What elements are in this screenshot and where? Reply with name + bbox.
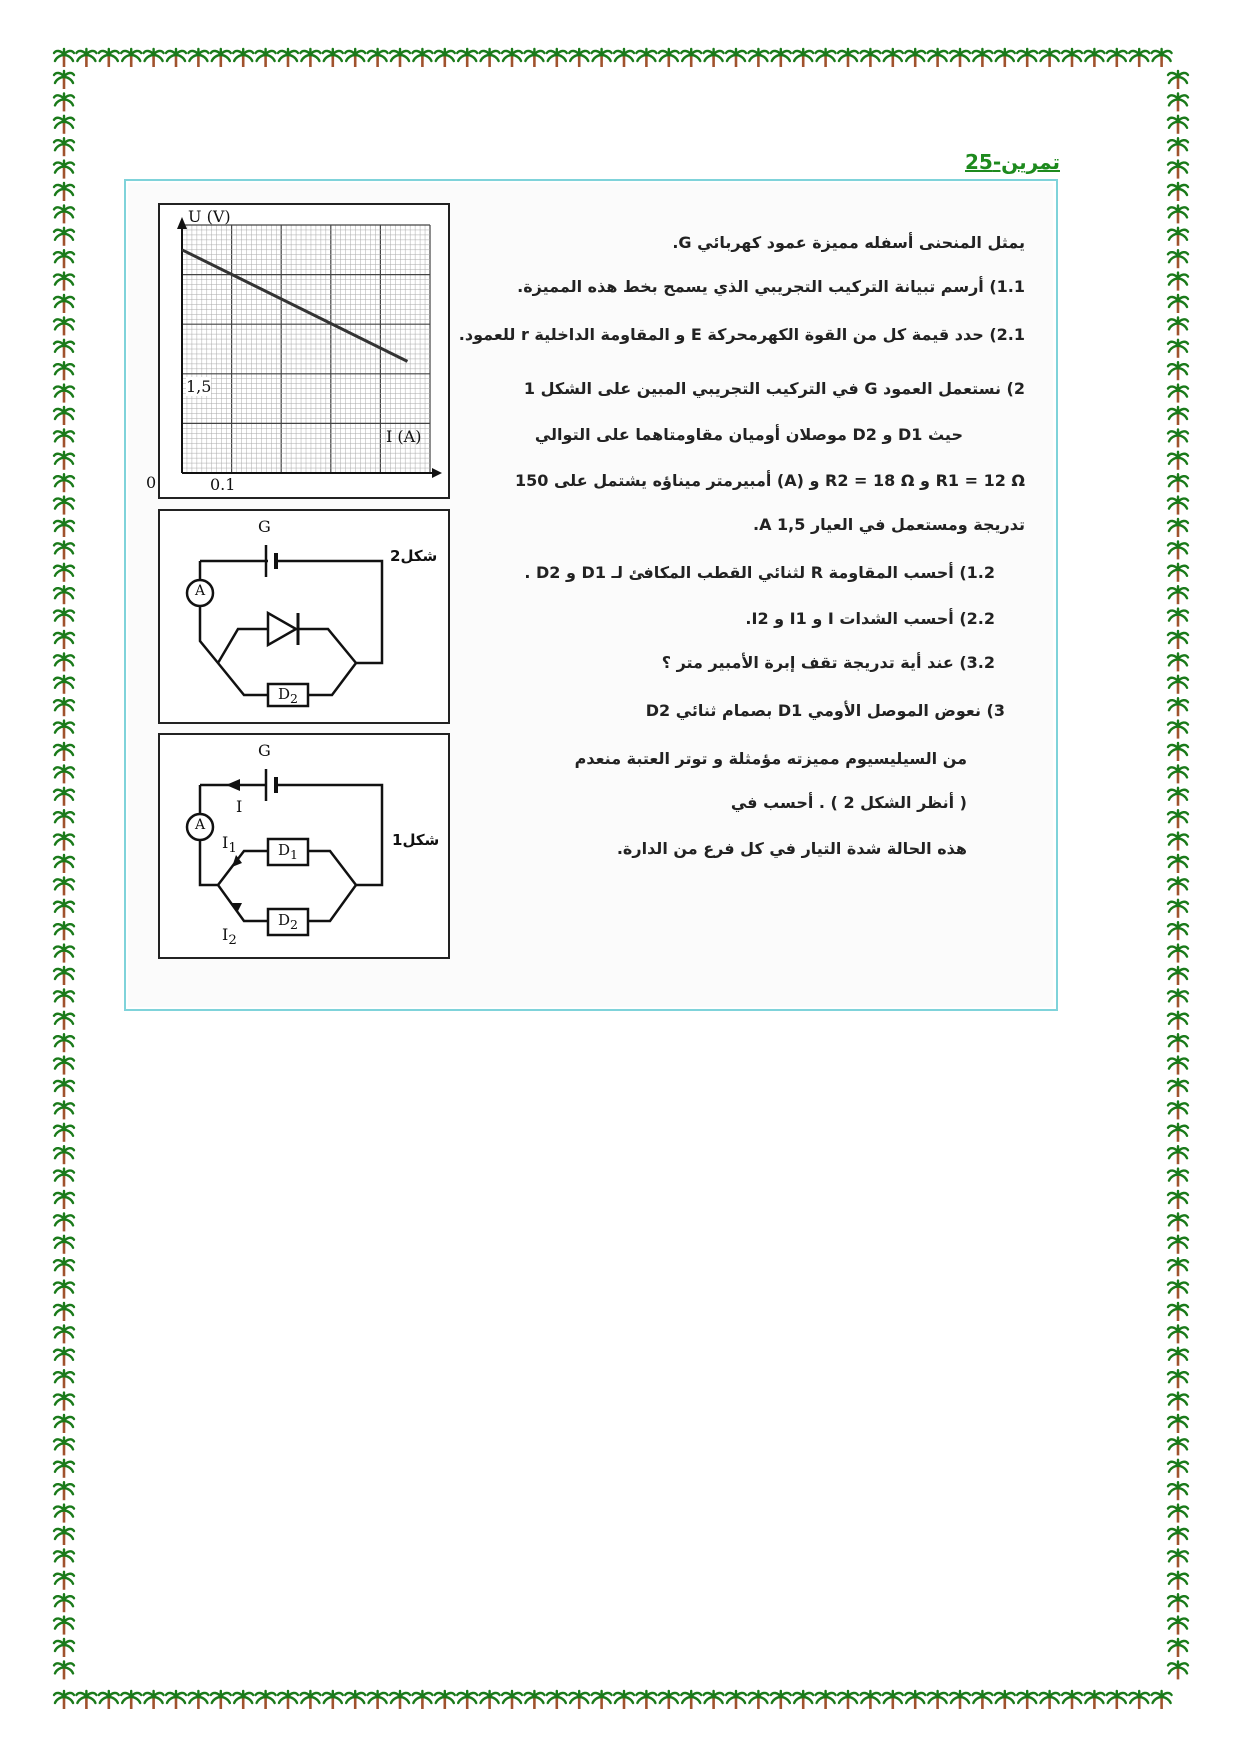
palm-tree-icon	[54, 1191, 74, 1209]
palm-tree-icon	[54, 765, 74, 783]
palm-tree-icon	[54, 1661, 74, 1679]
palm-tree-icon	[1168, 205, 1188, 223]
palm-tree-icon	[1168, 1370, 1188, 1388]
palm-tree-icon	[592, 49, 612, 67]
palm-tree-icon	[1168, 1415, 1188, 1433]
palm-tree-icon	[614, 49, 634, 67]
palm-tree-icon	[771, 1691, 791, 1709]
palm-tree-icon	[1152, 49, 1172, 67]
palm-tree-icon	[278, 49, 298, 67]
palm-tree-icon	[345, 1691, 365, 1709]
palm-tree-icon	[54, 922, 74, 940]
palm-tree-icon	[1168, 1617, 1188, 1635]
palm-tree-icon	[121, 49, 141, 67]
palm-tree-icon	[54, 205, 74, 223]
palm-tree-icon	[659, 49, 679, 67]
palm-tree-icon	[1168, 1527, 1188, 1545]
palm-tree-icon	[54, 967, 74, 985]
palm-tree-icon	[972, 1691, 992, 1709]
scanned-exercise	[128, 183, 1053, 1007]
palm-tree-icon	[1168, 474, 1188, 492]
palm-tree-icon	[1168, 1124, 1188, 1142]
palm-tree-icon	[1168, 900, 1188, 918]
palm-tree-icon	[54, 1460, 74, 1478]
palm-tree-icon	[950, 1691, 970, 1709]
palm-tree-icon	[636, 49, 656, 67]
palm-tree-icon	[54, 1639, 74, 1657]
palm-tree-icon	[1168, 1169, 1188, 1187]
palm-tree-icon	[1040, 49, 1060, 67]
palm-tree-icon	[54, 989, 74, 1007]
palm-tree-icon	[1168, 945, 1188, 963]
palm-tree-icon	[54, 1549, 74, 1567]
palm-tree-icon	[54, 71, 74, 89]
x-axis-arrow	[432, 468, 442, 478]
palm-tree-icon	[726, 1691, 746, 1709]
question-3-2: 3.2) عند أية تدريجة تقف إبرة الأمبير متر ؟	[661, 653, 995, 672]
palm-tree-icon	[1168, 519, 1188, 537]
palm-tree-icon	[233, 49, 253, 67]
palm-tree-icon	[54, 519, 74, 537]
question-2-1: 2.1) حدد قيمة كل من القوة الكهرمحركة E و المقاومة الداخلية r للعمود.	[458, 325, 1025, 344]
ammeter-label: A	[195, 583, 206, 599]
palm-tree-icon	[54, 1370, 74, 1388]
palm-tree-icon	[54, 1079, 74, 1097]
palm-tree-icon	[995, 1691, 1015, 1709]
palm-tree-icon	[76, 1691, 96, 1709]
palm-tree-icon	[54, 1527, 74, 1545]
y-axis-label: U (V)	[188, 207, 231, 226]
origin-label: 0	[146, 473, 157, 492]
palm-tree-icon	[54, 362, 74, 380]
palm-tree-icon	[1168, 1639, 1188, 1657]
palm-tree-icon	[1168, 586, 1188, 604]
palm-tree-icon	[54, 1348, 74, 1366]
palm-tree-icon	[860, 1691, 880, 1709]
palm-tree-icon	[1168, 765, 1188, 783]
palm-tree-icon	[1168, 295, 1188, 313]
palm-tree-icon	[54, 877, 74, 895]
palm-tree-icon	[1168, 228, 1188, 246]
palm-tree-icon	[838, 49, 858, 67]
palm-tree-icon	[1168, 564, 1188, 582]
palm-tree-icon	[995, 49, 1015, 67]
palm-tree-icon	[54, 945, 74, 963]
palm-tree-icon	[547, 1691, 567, 1709]
palm-tree-icon	[816, 1691, 836, 1709]
palm-tree-icon	[54, 1258, 74, 1276]
question-3-line-3: ( أنظر الشكل 2 ) . أحسب في	[730, 793, 967, 812]
palm-tree-icon	[54, 1124, 74, 1142]
palm-tree-icon	[905, 49, 925, 67]
palm-tree-icon	[1168, 452, 1188, 470]
palm-tree-icon	[256, 49, 276, 67]
palm-tree-icon	[54, 609, 74, 627]
palm-tree-icon	[972, 49, 992, 67]
palm-tree-icon	[54, 1236, 74, 1254]
palm-tree-icon	[1168, 1348, 1188, 1366]
palm-tree-icon	[1168, 743, 1188, 761]
palm-tree-icon	[1168, 877, 1188, 895]
diode-symbol	[268, 613, 296, 645]
palm-tree-icon	[54, 1101, 74, 1119]
palm-tree-icon	[188, 1691, 208, 1709]
question-2-2: 2.2) أحسب الشدات I و I1 و I2.	[745, 609, 995, 628]
palm-tree-icon	[1168, 1460, 1188, 1478]
palm-tree-icon	[54, 452, 74, 470]
palm-tree-icon	[1168, 1034, 1188, 1052]
question-1-1: 1.1) أرسم تبيانة التركيب التجريبي الذي يسمح بخط هذه المميزة.	[517, 277, 1025, 296]
palm-tree-icon	[54, 900, 74, 918]
palm-tree-icon	[681, 1691, 701, 1709]
palm-tree-icon	[1168, 631, 1188, 649]
ammeter-label-fig1: A	[195, 817, 206, 833]
palm-tree-icon	[54, 1505, 74, 1523]
palm-tree-icon	[1168, 967, 1188, 985]
palm-tree-icon	[1168, 810, 1188, 828]
palm-tree-icon	[1168, 362, 1188, 380]
palm-tree-icon	[1062, 49, 1082, 67]
palm-tree-icon	[883, 49, 903, 67]
palm-tree-icon	[54, 788, 74, 806]
palm-tree-icon	[54, 1691, 74, 1709]
palm-tree-icon	[1168, 676, 1188, 694]
palm-tree-icon	[76, 49, 96, 67]
palm-tree-icon	[569, 1691, 589, 1709]
palm-tree-icon	[323, 49, 343, 67]
palm-tree-icon	[950, 49, 970, 67]
palm-tree-icon	[54, 541, 74, 559]
palm-tree-icon	[1168, 698, 1188, 716]
palm-tree-icon	[54, 429, 74, 447]
palm-tree-icon	[1168, 1549, 1188, 1567]
palm-tree-icon	[54, 586, 74, 604]
question-3: 3) نعوض الموصل الأومي D1 بصمام ثنائي D2	[645, 701, 1005, 720]
palm-tree-icon	[54, 1281, 74, 1299]
palm-tree-icon	[659, 1691, 679, 1709]
palm-tree-icon	[54, 653, 74, 671]
palm-tree-icon	[1168, 1661, 1188, 1679]
palm-tree-icon	[121, 1691, 141, 1709]
palm-tree-icon	[1107, 1691, 1127, 1709]
palm-tree-icon	[1168, 1236, 1188, 1254]
palm-tree-icon	[1168, 183, 1188, 201]
palm-tree-icon	[1168, 1303, 1188, 1321]
palm-tree-icon	[726, 49, 746, 67]
palm-tree-icon	[614, 1691, 634, 1709]
palm-tree-icon	[1168, 855, 1188, 873]
question-2-line-3: R1 = 12 Ω و R2 = 18 Ω و (A) أمبيرمتر ميناؤه يشتمل على 150	[515, 471, 1025, 490]
palm-tree-icon	[54, 721, 74, 739]
palm-tree-icon	[166, 1691, 186, 1709]
palm-tree-icon	[1168, 138, 1188, 156]
palm-tree-icon	[1129, 1691, 1149, 1709]
palm-tree-icon	[838, 1691, 858, 1709]
palm-tree-icon	[524, 49, 544, 67]
palm-tree-icon	[54, 855, 74, 873]
palm-tree-icon	[1168, 429, 1188, 447]
palm-tree-icon	[1168, 1057, 1188, 1075]
palm-tree-icon	[211, 49, 231, 67]
palm-tree-icon	[54, 407, 74, 425]
palm-tree-icon	[681, 49, 701, 67]
palm-tree-icon	[704, 1691, 724, 1709]
palm-tree-icon	[1168, 1482, 1188, 1500]
d2-label-fig1: $D_2$	[278, 911, 298, 932]
palm-tree-icon	[144, 49, 164, 67]
palm-tree-icon	[480, 1691, 500, 1709]
palm-tree-icon	[1168, 340, 1188, 358]
palm-tree-icon	[569, 49, 589, 67]
palm-tree-icon	[166, 49, 186, 67]
intro-text: يمثل المنحنى أسفله مميزة عمود كهربائي G.	[672, 233, 1025, 252]
palm-tree-icon	[1107, 49, 1127, 67]
palm-tree-icon	[592, 1691, 612, 1709]
palm-tree-icon	[547, 49, 567, 67]
palm-tree-icon	[1168, 1505, 1188, 1523]
palm-tree-icon	[1168, 161, 1188, 179]
palm-tree-icon	[928, 49, 948, 67]
palm-tree-icon	[1168, 385, 1188, 403]
palm-tree-icon	[1168, 1012, 1188, 1030]
palm-tree-icon	[144, 1691, 164, 1709]
palm-tree-icon	[390, 49, 410, 67]
palm-tree-icon	[211, 1691, 231, 1709]
palm-tree-icon	[435, 1691, 455, 1709]
generator-label-fig1: G	[258, 741, 271, 760]
palm-tree-icon	[748, 49, 768, 67]
palm-tree-icon	[54, 1594, 74, 1612]
palm-tree-icon	[928, 1691, 948, 1709]
palm-tree-icon	[1017, 49, 1037, 67]
palm-tree-icon	[54, 474, 74, 492]
palm-tree-icon	[54, 250, 74, 268]
palm-tree-icon	[1168, 922, 1188, 940]
palm-tree-icon	[54, 295, 74, 313]
palm-tree-icon	[1168, 1079, 1188, 1097]
palm-tree-icon	[1168, 1101, 1188, 1119]
palm-tree-icon	[524, 1691, 544, 1709]
palm-tree-icon	[883, 1691, 903, 1709]
d1-label: $D_1$	[278, 841, 298, 862]
palm-tree-icon	[1168, 250, 1188, 268]
palm-tree-icon	[636, 1691, 656, 1709]
palm-tree-icon	[457, 49, 477, 67]
palm-tree-icon	[1168, 1594, 1188, 1612]
question-3-line-4: هذه الحالة شدة التيار في كل فرع من الدارة.	[616, 839, 967, 858]
palm-tree-icon	[368, 1691, 388, 1709]
palm-tree-icon	[412, 1691, 432, 1709]
palm-tree-icon	[1168, 1393, 1188, 1411]
exercise-title: تمرين-25	[964, 150, 1060, 174]
palm-tree-icon	[1062, 1691, 1082, 1709]
palm-tree-icon	[1168, 833, 1188, 851]
palm-tree-icon	[54, 183, 74, 201]
palm-tree-icon	[54, 810, 74, 828]
palm-tree-icon	[1152, 1691, 1172, 1709]
palm-tree-icon	[54, 385, 74, 403]
palm-tree-icon	[54, 1169, 74, 1187]
palm-tree-icon	[323, 1691, 343, 1709]
palm-tree-icon	[502, 49, 522, 67]
palm-tree-icon	[1168, 1572, 1188, 1590]
palm-tree-icon	[54, 1482, 74, 1500]
current-label-i2: $I_2$	[222, 925, 237, 949]
d2-label-fig2: $D_2$	[278, 685, 298, 706]
palm-tree-icon	[278, 1691, 298, 1709]
palm-tree-icon	[1040, 1691, 1060, 1709]
generator-label: G	[258, 517, 271, 536]
palm-tree-icon	[54, 1415, 74, 1433]
palm-tree-icon	[1168, 989, 1188, 1007]
palm-tree-icon	[1168, 317, 1188, 335]
palm-tree-icon	[457, 1691, 477, 1709]
palm-tree-icon	[1168, 653, 1188, 671]
question-2-line-2: حيث D1 و D2 موصلان أوميان مقاومتاهما على التوالي	[534, 425, 963, 444]
figure-2-label: شكل2	[390, 547, 438, 565]
palm-tree-icon	[54, 1325, 74, 1343]
palm-tree-icon	[412, 49, 432, 67]
palm-tree-icon	[54, 833, 74, 851]
palm-tree-icon	[1168, 407, 1188, 425]
palm-tree-icon	[345, 49, 365, 67]
palm-tree-icon	[233, 1691, 253, 1709]
palm-tree-icon	[54, 1617, 74, 1635]
palm-tree-icon	[54, 49, 74, 67]
y-tick-label: 1,5	[186, 377, 212, 396]
palm-tree-icon	[1168, 1281, 1188, 1299]
palm-tree-icon	[1017, 1691, 1037, 1709]
palm-tree-icon	[300, 49, 320, 67]
palm-tree-icon	[1168, 1191, 1188, 1209]
palm-tree-icon	[704, 49, 724, 67]
palm-tree-icon	[390, 1691, 410, 1709]
question-2-line-4: تدريجة ومستعمل في العيار 1,5 A.	[752, 515, 1025, 534]
palm-tree-icon	[1168, 71, 1188, 89]
palm-tree-icon	[54, 1213, 74, 1231]
palm-tree-icon	[1084, 1691, 1104, 1709]
palm-tree-icon	[54, 317, 74, 335]
palm-tree-icon	[99, 49, 119, 67]
palm-tree-icon	[748, 1691, 768, 1709]
palm-tree-icon	[771, 49, 791, 67]
palm-tree-icon	[54, 743, 74, 761]
palm-tree-icon	[1168, 1258, 1188, 1276]
palm-tree-icon	[54, 1393, 74, 1411]
palm-tree-icon	[1168, 497, 1188, 515]
palm-tree-icon	[54, 1572, 74, 1590]
palm-tree-icon	[480, 49, 500, 67]
palm-tree-icon	[905, 1691, 925, 1709]
palm-tree-icon	[99, 1691, 119, 1709]
palm-tree-icon	[54, 1012, 74, 1030]
palm-tree-icon	[54, 273, 74, 291]
palm-tree-icon	[1168, 116, 1188, 134]
palm-tree-icon	[502, 1691, 522, 1709]
current-label-i: I	[236, 797, 243, 816]
palm-tree-icon	[1168, 541, 1188, 559]
palm-tree-icon	[1084, 49, 1104, 67]
palm-tree-icon	[54, 93, 74, 111]
palm-tree-icon	[188, 49, 208, 67]
characteristic-line	[182, 250, 407, 362]
graph-svg	[160, 205, 448, 497]
palm-tree-icon	[860, 49, 880, 67]
palm-tree-icon	[435, 49, 455, 67]
palm-tree-icon	[54, 228, 74, 246]
palm-tree-icon	[256, 1691, 276, 1709]
palm-tree-icon	[54, 698, 74, 716]
palm-tree-icon	[1168, 1437, 1188, 1455]
palm-tree-icon	[54, 138, 74, 156]
palm-tree-icon	[1168, 1146, 1188, 1164]
palm-tree-icon	[300, 1691, 320, 1709]
x-axis-label: I (A)	[386, 427, 422, 446]
palm-tree-icon	[1168, 93, 1188, 111]
palm-tree-icon	[54, 631, 74, 649]
palm-tree-icon	[1168, 721, 1188, 739]
palm-tree-icon	[54, 676, 74, 694]
palm-tree-icon	[54, 1146, 74, 1164]
fig2-svg	[160, 511, 448, 722]
palm-tree-icon	[793, 1691, 813, 1709]
palm-tree-icon	[1168, 609, 1188, 627]
palm-tree-icon	[1129, 49, 1149, 67]
palm-tree-icon	[54, 340, 74, 358]
y-axis-arrow	[177, 217, 187, 229]
palm-tree-icon	[1168, 1213, 1188, 1231]
palm-tree-icon	[368, 49, 388, 67]
current-arrow-main	[226, 779, 240, 791]
palm-tree-icon	[1168, 788, 1188, 806]
palm-tree-icon	[816, 49, 836, 67]
palm-tree-icon	[793, 49, 813, 67]
palm-tree-icon	[1168, 273, 1188, 291]
palm-tree-icon	[1168, 1325, 1188, 1343]
palm-tree-icon	[54, 564, 74, 582]
figure-1-label: شكل1	[392, 831, 440, 849]
question-3-line-2: من السيليسيوم مميزته مؤمثلة و توتر العتبة منعدم	[574, 749, 967, 768]
palm-tree-icon	[54, 1057, 74, 1075]
current-label-i1: $I_1$	[222, 833, 237, 857]
palm-tree-icon	[54, 161, 74, 179]
palm-tree-icon	[54, 497, 74, 515]
palm-tree-icon	[54, 116, 74, 134]
figure-2-circuit	[158, 509, 450, 724]
question-2: 2) نستعمل العمود G في التركيب التجريبي المبين على الشكل 1	[523, 379, 1025, 398]
palm-tree-icon	[54, 1034, 74, 1052]
palm-tree-icon	[54, 1303, 74, 1321]
palm-tree-icon	[54, 1437, 74, 1455]
characteristic-graph	[158, 203, 450, 499]
x-tick-label: 0.1	[210, 475, 236, 494]
question-1-2: 1.2) أحسب المقاومة R لثنائي القطب المكافئ لـ D1 و D2 .	[524, 563, 995, 582]
